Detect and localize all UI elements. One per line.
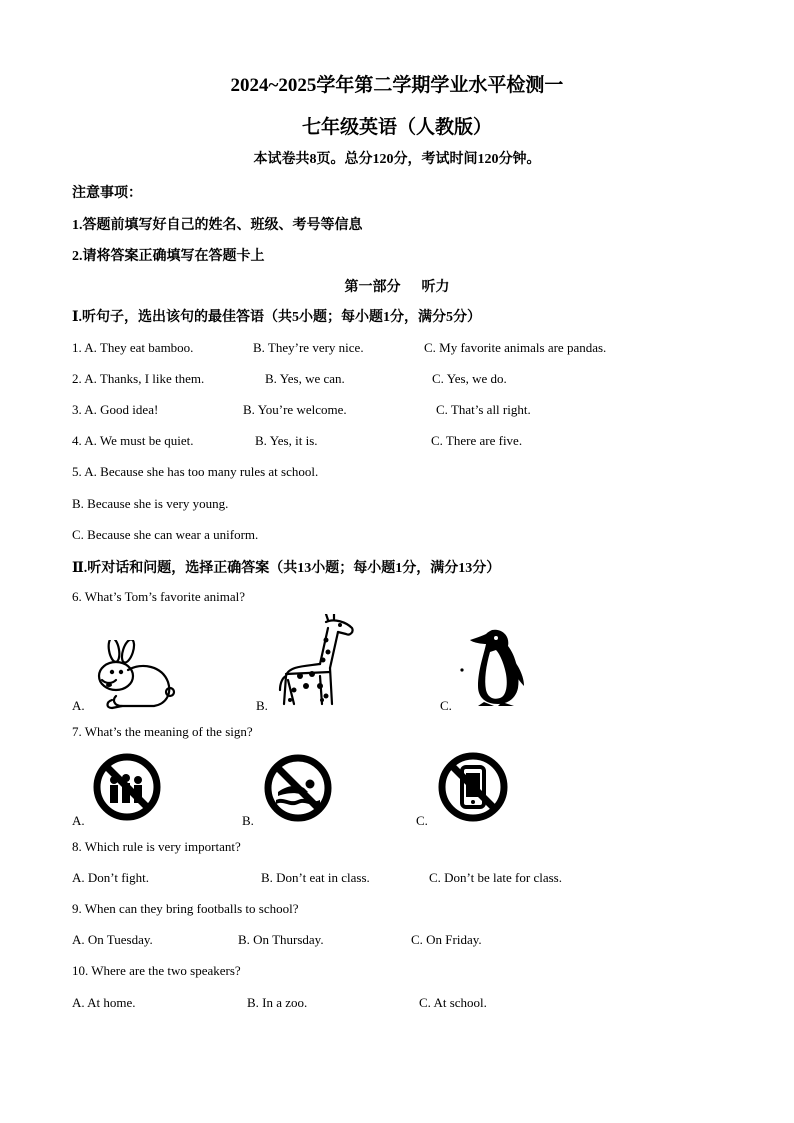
q5-option-b: B. Because she is very young. (72, 496, 229, 511)
notes-item-1: 1.答题前填写好自己的姓名、班级、考号等信息 (72, 218, 363, 233)
question-9-options (0, 932, 794, 950)
q4-option-c: C. There are five. (431, 433, 523, 448)
question-8-options (0, 870, 794, 888)
q8-option-b: B. Don’t eat in class. (261, 870, 370, 885)
q7-label-b: B. (242, 813, 254, 828)
q10-question: 10. Where are the two speakers? (72, 963, 241, 978)
q4-option-a: 4. A. We must be quiet. (72, 433, 194, 448)
q9-option-c: C. On Friday. (411, 932, 482, 947)
q1-option-b: B. They’re very nice. (253, 340, 364, 355)
q3-option-c: C. That’s all right. (436, 402, 531, 417)
q6-question: 6. What’s Tom’s favorite animal? (72, 589, 245, 604)
q2-option-c: C. Yes, we do. (432, 371, 507, 386)
q9-question: 9. When can they bring footballs to school? (72, 901, 299, 916)
q1-option-c: C. My favorite animals are pandas. (424, 340, 607, 355)
notes-item-2: 2.请将答案正确填写在答题卡上 (72, 249, 265, 264)
q5-option-c: C. Because she can wear a uniform. (72, 527, 259, 542)
q9-option-b: B. On Thursday. (238, 932, 324, 947)
no-phone-sign-icon (436, 750, 510, 824)
q7-label-c: C. (416, 813, 428, 828)
q10-option-c: C. At school. (419, 995, 487, 1010)
question-3 (0, 402, 794, 420)
exam-info: 本试卷共8页。总分120分，考试时间120分钟。 (253, 152, 541, 167)
q9-option-a: A. On Tuesday. (72, 932, 153, 947)
q8-option-a: A. Don’t fight. (72, 870, 150, 885)
question-4 (0, 433, 794, 451)
q10-option-a: A. At home. (72, 995, 136, 1010)
rabbit-icon (92, 640, 176, 712)
q8-question: 8. Which rule is very important? (72, 839, 241, 854)
q8-option-c: C. Don’t be late for class. (429, 870, 562, 885)
exam-title: 2024~2025学年第二学期学业水平检测一 (230, 75, 564, 96)
question-10-options (0, 995, 794, 1013)
q7-label-a: A. (72, 813, 85, 828)
part-1-title (0, 276, 794, 296)
q5-option-a: 5. A. Because she has too many rules at school. (72, 464, 319, 479)
notes-heading: 注意事项： (72, 186, 142, 201)
question-1 (0, 340, 794, 358)
q4-option-b: B. Yes, it is. (255, 433, 318, 448)
q3-option-a: 3. A. Good idea! (72, 402, 159, 417)
no-queue-jumping-sign-icon (92, 752, 162, 822)
part-1-title-b: 听力 (421, 280, 450, 295)
section-1-heading: Ⅰ.听句子，选出该句的最佳答语（共5小题；每小题1分，满分5分） (72, 310, 482, 325)
q1-option-a: 1. A. They eat bamboo. (72, 340, 194, 355)
q3-option-b: B. You’re welcome. (243, 402, 347, 417)
q6-label-a: A. (72, 698, 85, 713)
giraffe-icon (276, 614, 358, 710)
q2-option-b: B. Yes, we can. (265, 371, 345, 386)
q7-question: 7. What’s the meaning of the sign? (72, 724, 253, 739)
q6-label-c: C. (440, 698, 452, 713)
no-swimming-sign-icon (262, 752, 334, 824)
part-1-title-a: 第一部分 (344, 280, 401, 295)
exam-subtitle: 七年级英语（人教版） (301, 117, 492, 138)
question-2 (0, 371, 794, 389)
q2-option-a: 2. A. Thanks, I like them. (72, 371, 205, 386)
penguin-icon (458, 626, 534, 708)
q6-label-b: B. (256, 698, 268, 713)
section-2-heading: Ⅱ.听对话和问题，选择正确答案（共13小题；每小题1分，满分13分） (72, 561, 501, 576)
q10-option-b: B. In a zoo. (247, 995, 308, 1010)
